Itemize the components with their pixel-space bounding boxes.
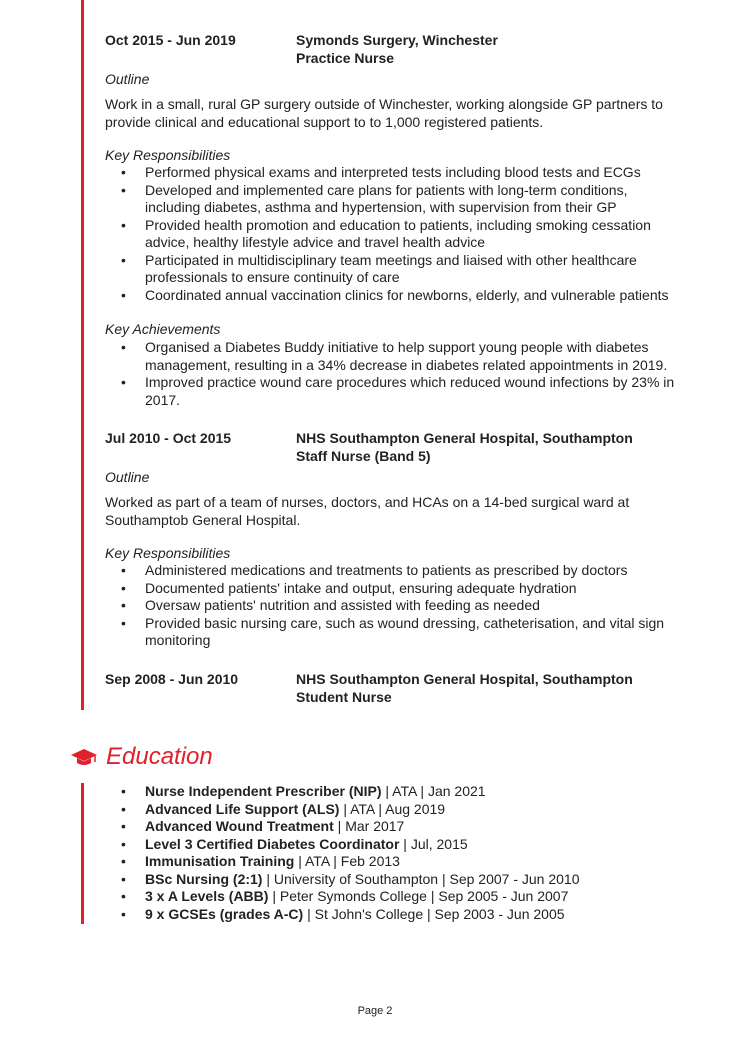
qualification-name: Nurse Independent Prescriber (NIP) <box>145 783 382 799</box>
list-item: • Administered medications and treatments to patients as prescribed by doctors <box>105 562 685 580</box>
job-outline: Worked as part of a team of nurses, doctors, and HCAs on a 14-bed surgical ward at Southamptob General Hospital. <box>105 494 630 528</box>
list-item: • Performed physical exams and interpreted tests including blood tests and ECGs <box>105 164 685 182</box>
responsibilities-label: Key Responsibilities <box>105 545 231 561</box>
section-title: Education <box>106 743 213 770</box>
qualification-name: BSc Nursing (2:1) <box>145 870 263 887</box>
list-item: • Participated in multidisciplinary team meetings and liaised with other healthcare professionals to ensure continuity of care <box>105 252 685 287</box>
list-item: • Developed and implemented care plans for patients with long-term conditions, including diabetes, asthma and hypertension, with supervision from their GP <box>105 182 685 217</box>
job-dates: Jul 2010 - Oct 2015 <box>105 430 232 446</box>
responsibilities-label: Key Responsibilities <box>105 147 231 163</box>
education-section <box>81 783 681 925</box>
qualification-name: Level 3 Certified Diabetes Coordinator <box>145 835 400 852</box>
education-list <box>105 783 685 923</box>
job-dates: Sep 2008 - Jun 2010 <box>105 671 239 687</box>
qualification-detail: | ATA | Jan 2021 <box>381 783 486 799</box>
qualification-detail: | Mar 2017 <box>333 818 405 834</box>
job-role: Student Nurse <box>296 689 392 705</box>
list-item <box>105 906 685 924</box>
list-item <box>105 871 685 889</box>
job-outline: Work in a small, rural GP surgery outside of Winchester, working alongside GP partners to provide clinical and educational support to to 1,000 registered patients. <box>105 96 663 130</box>
list-item: • Organised a Diabetes Buddy initiative to help support young people with diabetes management, resulting in a 34% decrease in diabetes related appointments in 2019. <box>105 339 685 374</box>
qualification-detail: | ATA | Feb 2013 <box>294 853 400 869</box>
qualification-detail: | Jul, 2015 <box>399 835 468 852</box>
qualification-name: Advanced Wound Treatment <box>145 818 334 834</box>
qualification-name: Advanced Life Support (ALS) <box>145 800 340 817</box>
outline-label: Outline <box>105 469 150 485</box>
list-item: • Coordinated annual vaccination clinics for newborns, elderly, and vulnerable patients <box>105 287 685 305</box>
job-role: Staff Nurse (Band 5) <box>296 448 431 464</box>
list-item <box>105 783 685 801</box>
qualification-name: 3 x A Levels (ABB) <box>145 888 269 904</box>
list-item <box>105 818 685 836</box>
achievements-list <box>105 339 685 409</box>
job-employer: Symonds Surgery, Winchester <box>296 32 498 48</box>
responsibilities-list <box>105 562 685 650</box>
list-item <box>105 801 685 819</box>
qualification-name: Immunisation Training <box>145 853 295 869</box>
page-number: Page 2 <box>357 1005 393 1017</box>
qualification-detail: | University of Southampton | Sep 2007 - Jun 2010 <box>262 870 580 887</box>
outline-label: Outline <box>105 71 150 87</box>
responsibilities-list <box>105 164 685 304</box>
accent-bar <box>81 0 84 710</box>
graduation-cap-icon <box>70 747 98 767</box>
job-employer: NHS Southampton General Hospital, Southampton <box>296 671 633 687</box>
job-dates: Oct 2015 - Jun 2019 <box>105 32 236 48</box>
qualification-detail: | Peter Symonds College | Sep 2005 - Jun 2007 <box>268 888 569 904</box>
list-item: • Provided health promotion and education to patients, including smoking cessation advice, healthy lifestyle advice and travel health advice <box>105 217 685 252</box>
education-heading <box>70 740 213 774</box>
list-item: • Oversaw patients' nutrition and assisted with feeding as needed <box>105 597 685 615</box>
list-item: • Documented patients' intake and output, ensuring adequate hydration <box>105 580 685 598</box>
list-item: • Improved practice wound care procedures which reduced wound infections by 23% in 2017. <box>105 374 685 409</box>
list-item <box>105 853 685 871</box>
qualification-name: 9 x GCSEs (grades A-C) <box>145 905 304 922</box>
list-item <box>105 836 685 854</box>
experience-section <box>81 0 681 712</box>
job-role: Practice Nurse <box>296 50 395 66</box>
qualification-detail: | ATA | Aug 2019 <box>339 800 446 817</box>
list-item: • Provided basic nursing care, such as wound dressing, catheterisation, and vital sign monitoring <box>105 615 685 650</box>
achievements-label: Key Achievements <box>105 321 221 337</box>
list-item <box>105 888 685 906</box>
qualification-detail: | St John's College | Sep 2003 - Jun 2005 <box>303 905 565 922</box>
job-employer: NHS Southampton General Hospital, Southampton <box>296 430 633 446</box>
accent-bar <box>81 783 84 924</box>
